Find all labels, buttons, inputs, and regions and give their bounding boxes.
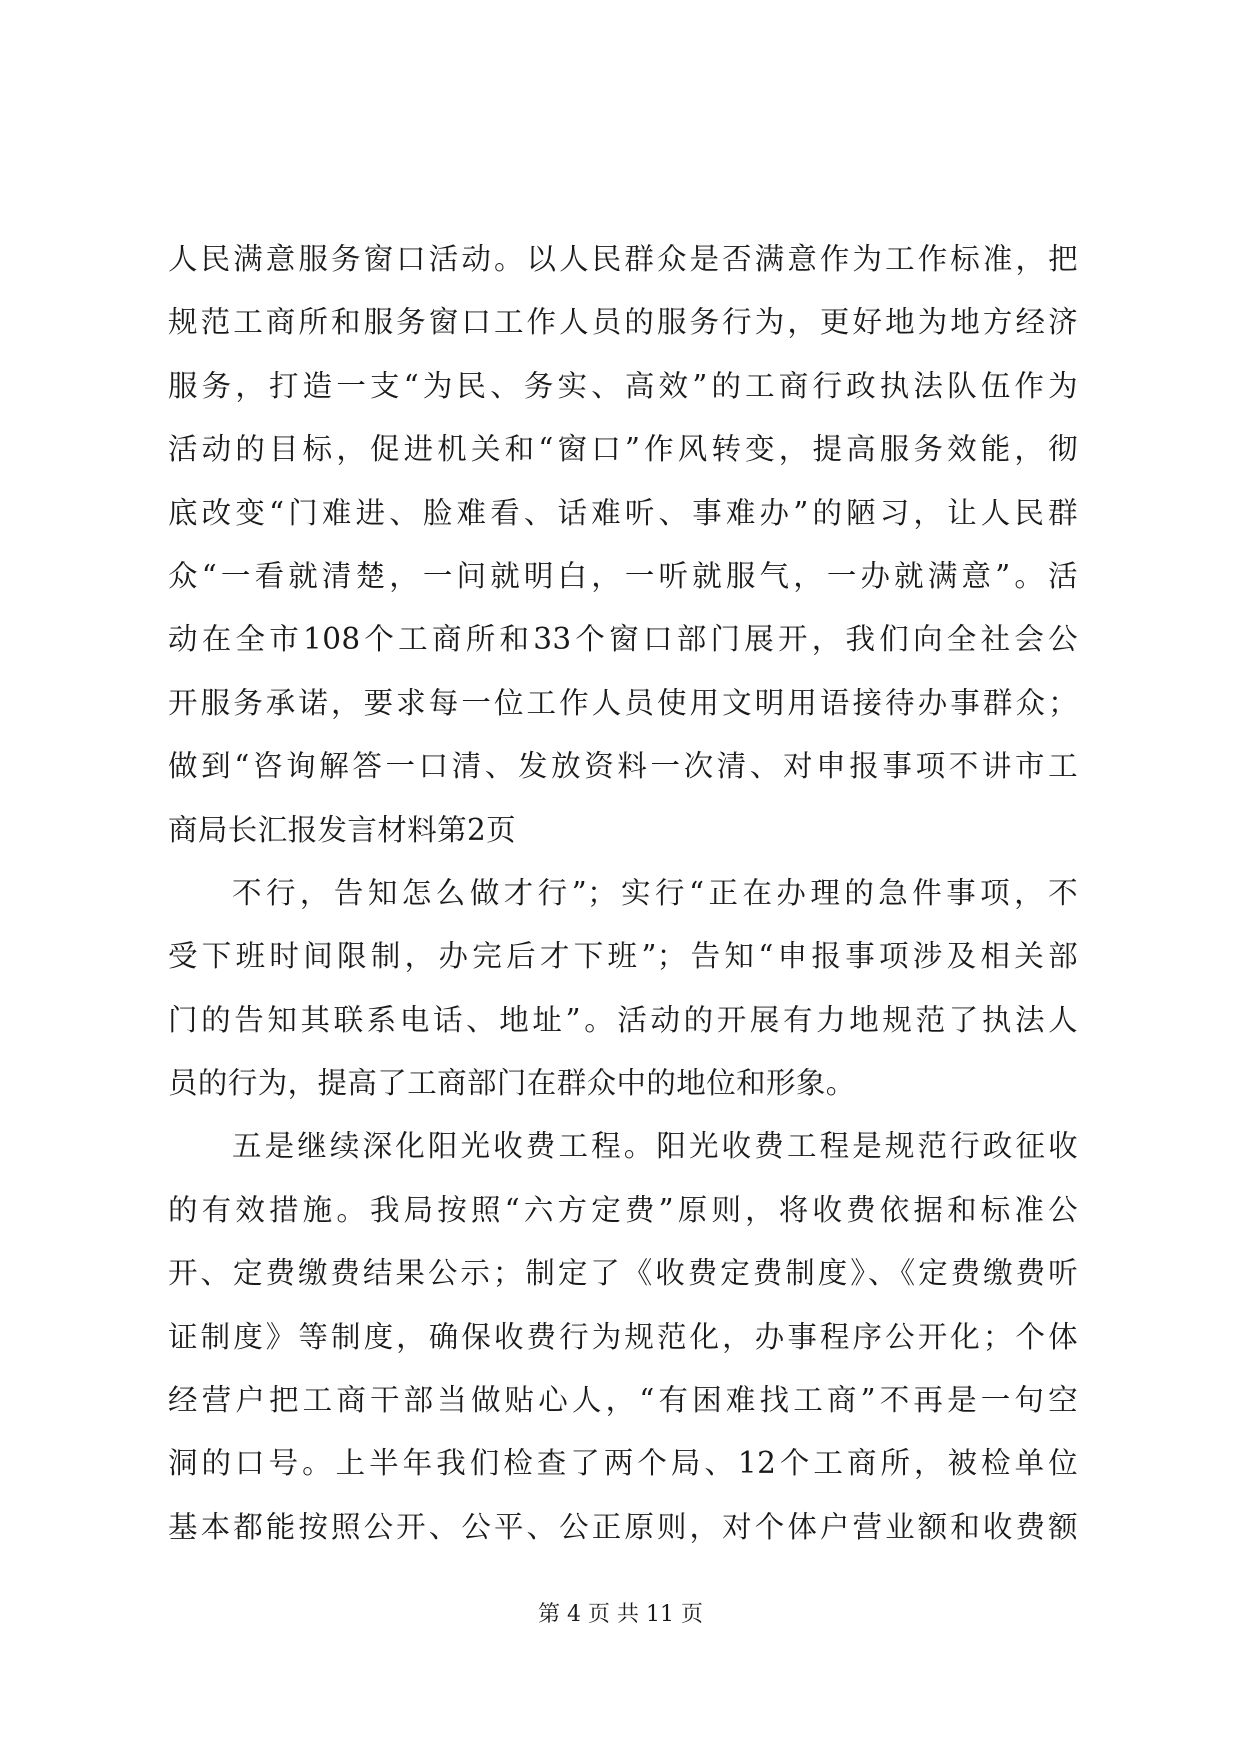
text-line: 基本都能按照公开、公平、公正原则，对个体户营业额和收费额 xyxy=(168,1509,1078,1544)
text-line: 开、定费缴费结果公示；制定了《收费定费制度》、《定费缴费听 xyxy=(168,1256,1078,1291)
text-line: 不行，告知怎么做才行”；实行“正在办理的急件事项，不 xyxy=(232,875,1078,910)
text-line: 员的行为，提高了工商部门在群众中的地位和形象。 xyxy=(168,1066,856,1101)
text-line: 人民满意服务窗口活动。以人民群众是否满意作为工作标准，把 xyxy=(168,242,1078,276)
text-line: 开服务承诺，要求每一位工作人员使用文明用语接待办事群众； xyxy=(168,685,1078,720)
text-line: 规范工商所和服务窗口工作人员的服务行为，更好地为地方经济 xyxy=(168,305,1078,340)
text-line: 服务，打造一支“为民、务实、高效”的工商行政执法队伍作为 xyxy=(168,368,1078,403)
text-line: 证制度》等制度，确保收费行为规范化，办事程序公开化；个体 xyxy=(168,1319,1078,1354)
text-line: 受下班时间限制，办完后才下班”；告知“申报事项涉及相关部 xyxy=(168,939,1078,974)
text-line: 的有效措施。我局按照“六方定费”原则，将收费依据和标准公 xyxy=(168,1192,1078,1227)
text-line: 众“一看就清楚，一问就明白，一听就服气，一办就满意”。活 xyxy=(168,558,1078,593)
text-line: 商局长汇报发言材料第2页 xyxy=(168,812,517,847)
text-line: 五是继续深化阳光收费工程。阳光收费工程是规范行政征收 xyxy=(232,1129,1078,1164)
page-footer xyxy=(0,1600,1241,1630)
text-line: 做到“咨询解答一口清、发放资料一次清、对申报事项不讲市工 xyxy=(168,749,1078,784)
page-number: 第 4 页 共 11 页 xyxy=(538,1602,703,1627)
text-line: 经营户把工商干部当做贴心人，“有困难找工商”不再是一句空 xyxy=(168,1383,1078,1418)
text-line: 洞的口号。上半年我们检查了两个局、12个工商所，被检单位 xyxy=(168,1446,1078,1481)
text-line: 门的告知其联系电话、地址”。活动的开展有力地规范了执法人 xyxy=(168,1002,1078,1037)
body-text xyxy=(168,228,1078,1559)
text-line: 活动的目标，促进机关和“窗口”作风转变，提高服务效能，彻 xyxy=(168,432,1078,467)
text-line: 动在全市108个工商所和33个窗口部门展开，我们向全社会公 xyxy=(168,622,1078,657)
text-line: 底改变“门难进、脸难看、话难听、事难办”的陋习，让人民群 xyxy=(168,495,1078,530)
